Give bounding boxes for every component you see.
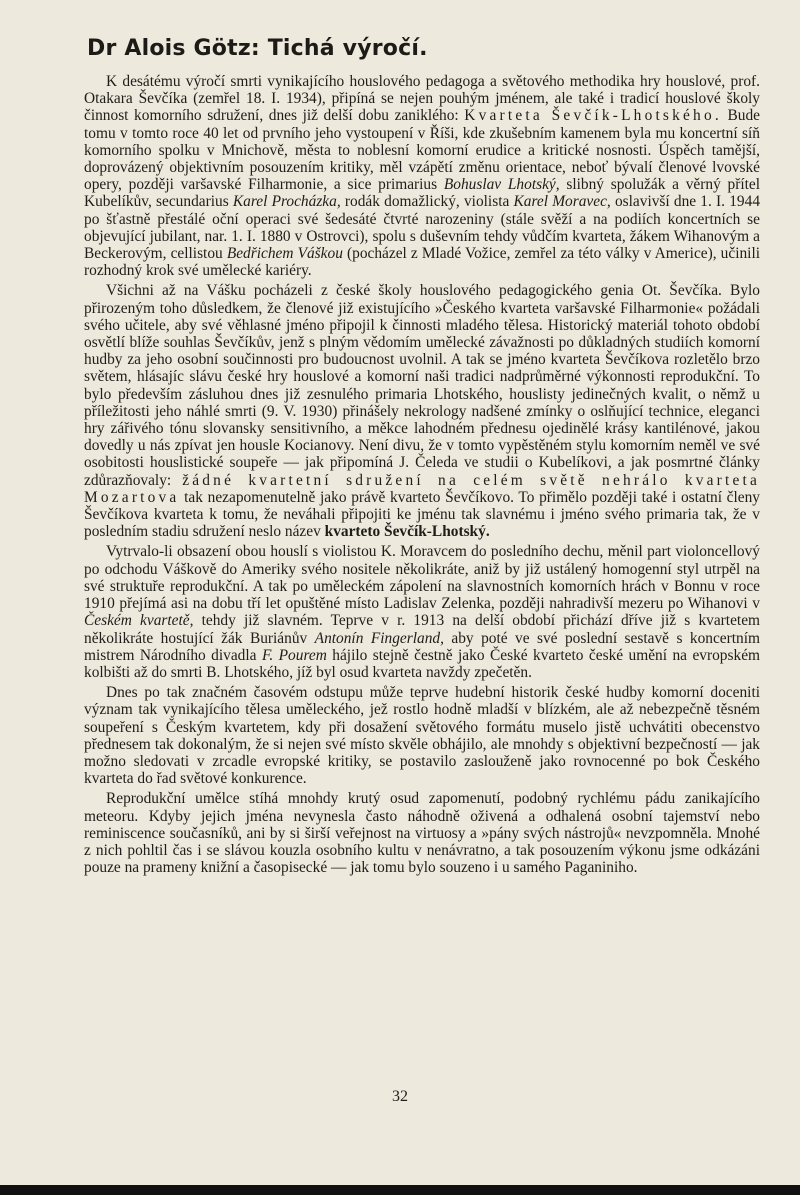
paragraph-3 <box>84 543 760 681</box>
quartet-name-spaced: Kvarteta Ševčík-Lhotského. <box>464 107 722 125</box>
person-name: F. Pourem <box>261 646 327 664</box>
article-title: Dr Alois Götz: Tichá výročí. <box>87 36 428 61</box>
quartet-name-bold: kvarteto Ševčík-Lhotský. <box>324 523 490 541</box>
text: Bude tomu v tomto roce 40 let od prvního jeho vystoupení v Říši, kde zkušebním kamenem byla mu koncertní síň komorního spolku v Mnichově, města to noblesní komorní erudice a kritické nosnosti. Úspěch tamější, doprovázený objektivním posouzením kritiky, měl vzápětí změnu orientace, neboť bývalí členové lvovské opery, později varšavské Filharmonie, a sice primarius <box>84 107 760 194</box>
person-name: Karel Procházka, <box>232 193 341 211</box>
page-number: 32 <box>392 1088 408 1105</box>
text: K desátému výročí smrti vynikajícího houslového pedagoga a světového methodika hry houslové, prof. Otakara Ševčíka (zemřel 18. I. 1934), připíná se nejen pouhým jménem, ale také i tradicí houslové školy činnost komorního sdružení, dnes již delší dobu zaniklého: <box>84 73 760 125</box>
text: hájilo stejně čestně jako České kvarteto české umění na evropském kolbišti až do smrti B. Lhotského, jíž byl osud kvarteta navždy zpečetěn. <box>84 646 760 681</box>
text: Všichni až na Vášku pocházeli z české školy houslového pedagogického genia Ot. Ševčíka. Bylo přirozeným toho důsledkem, že členové již existujícího »Českého kvarteta varšavské Filharmonie« požádali svého učitele, aby své věhlasné jméno připojil k činnosti mladého tělesa. Historický materiál tohoto období osvětlí blíže souhlas Ševčíkův, jenž s plným vědomím umělecké závažnosti po důkladných studiích komorní hudby za jeho osobní součinnosti pro budoucnost uvolnil. A tak se jméno kvarteta Ševčíkova rozletělo brzo světem, hlásajíc slávu české hry houslové a komorní naši tradici nadprůměrné výkonnosti reprodukční. To bylo především zásluhou dnes již zesnulého primaria Lhotského, houslisty jedinečných kvalit, o němž u příležitosti jeho náhlé smrti (9. V. 1930) přinášely nekrology nadšené zmínky o oslňující technice, eleganci hry zářivého tónu slovansky sensitivního, a měkce lahodném přednesu ojedinělé krásy kantilénové, jakou dovedly u nás zpívat jen housle Kocianovy. Není divu, že v tomto vypěstěném stylu komorním neměl ve své osobitosti houslistické soupeře — jak připomíná J. Čeleda ve studii o Kubelíkovi, a jak posmrtné články zdůrazňovaly: <box>84 282 760 489</box>
text: slibný spolužák a věrný přítel Kubelíkův, secundarius <box>84 176 760 211</box>
scan-edge <box>0 1185 800 1195</box>
text: tak nezapomenutelně jako právě kvarteto Ševčíkovo. To přimělo později také i ostatní členy Ševčíkova kvarteta k tomu, že neváhali připojiti ke jménu tak slavnému i jméno svého primaria tak, že v posledním stadiu sdružení neslo název <box>84 488 760 541</box>
person-name: Bedřichem Váškou <box>226 245 343 263</box>
person-name: Antonín Fingerland, <box>314 629 444 647</box>
text: (pocházel z Mladé Vožice, zemřel za této války v Americe), učinili rozhodný krok své umělecké kariéry. <box>84 245 761 280</box>
text: tehdy již slavném. Teprve v r. 1913 na delší období přichází dříve již s kvartetem několikráte hostující žák Buriánův <box>84 612 760 647</box>
person-name: Bohuslav Lhotský, <box>443 176 560 194</box>
paragraph-5: Reprodukční umělce stíhá mnohdy krutý osud zapomenutí, podobný rychlému pádu zanikajícího meteoru. Kdyby jejich jména nevynesla často náhodně oživená a odhalená osobní tajemství nebo reminiscence současníků, ani by si širší veřejnost na virtuosy a »pány svých nástrojů« nevzpomněla. Mnohé z nich pohltil čas i se slávou kouzla osobního kultu v nenávratno, a tak posouzením výkonu jsme odkázáni pouze na prameny knižní a časopisecké — jak tomu bylo souzeno i u samého Paganiniho. <box>84 790 760 877</box>
article-body <box>84 73 760 879</box>
text: Vytrvalo-li obsazení obou houslí s violistou K. Moravcem do posledního dechu, měnil part violoncellový po odchodu Váškově do Ameriky svého nositele několikráte, aniž by již ustálený homogenní styl utrpěl na své struktuře reprodukční. A tak po uměleckém zápolení na slavnostních komorních hrách v Bonnu v roce 1910 přejímá asi na dobu tří let opuštěné místo Ladislav Zelenka, později nahradivší mezeru po Wihanovi v <box>84 543 760 613</box>
paragraph-2 <box>84 282 760 540</box>
text: rodák domažlický, violista <box>340 193 514 211</box>
text: oslavivší dne 1. I. 1944 po šťastně přestálé oční operaci své šedesáté čtvrté narozeniny (stále svěží a na podiích koncertních se objevující jubilant, nar. 1. I. 1880 v Ostrovci), spolu s duševním tehdy vůdčím kvarteta, žákem Wihanovým a Beckerovým, cellistou <box>84 193 761 263</box>
paragraph-4: Dnes po tak značném časovém odstupu může teprve hudební historik české hudby komorní doceniti význam tak vynikajícího tělesa uměleckého, jež rostlo hodně mladší v blízkém, ale až nebezpečně těsném soupeření s Českým kvartetem, kdy při dosažení světového formátu muselo jistě uchvátiti obecenstvo přednesem tak dokonalým, že si nejen své místo skvěle obhájilo, ale mnohdy s objektivní bezpečností — jak možno sledovati v zrcadle evropské kritiky, se postavilo zaslouženě jako rovnocenné po bok Českého kvarteta do řad světové konkurence. <box>84 684 760 788</box>
text: aby poté ve své poslední sestavě s koncertním mistrem Národního divadla <box>84 629 760 664</box>
spaced-quote: žádné kvartetní sdružení na celém světě nehrálo kvarteta Mozartova <box>84 471 760 506</box>
paragraph-1 <box>84 73 760 279</box>
person-name: Karel Moravec, <box>513 193 611 211</box>
italic-name: Českém kvartetě, <box>84 612 194 630</box>
